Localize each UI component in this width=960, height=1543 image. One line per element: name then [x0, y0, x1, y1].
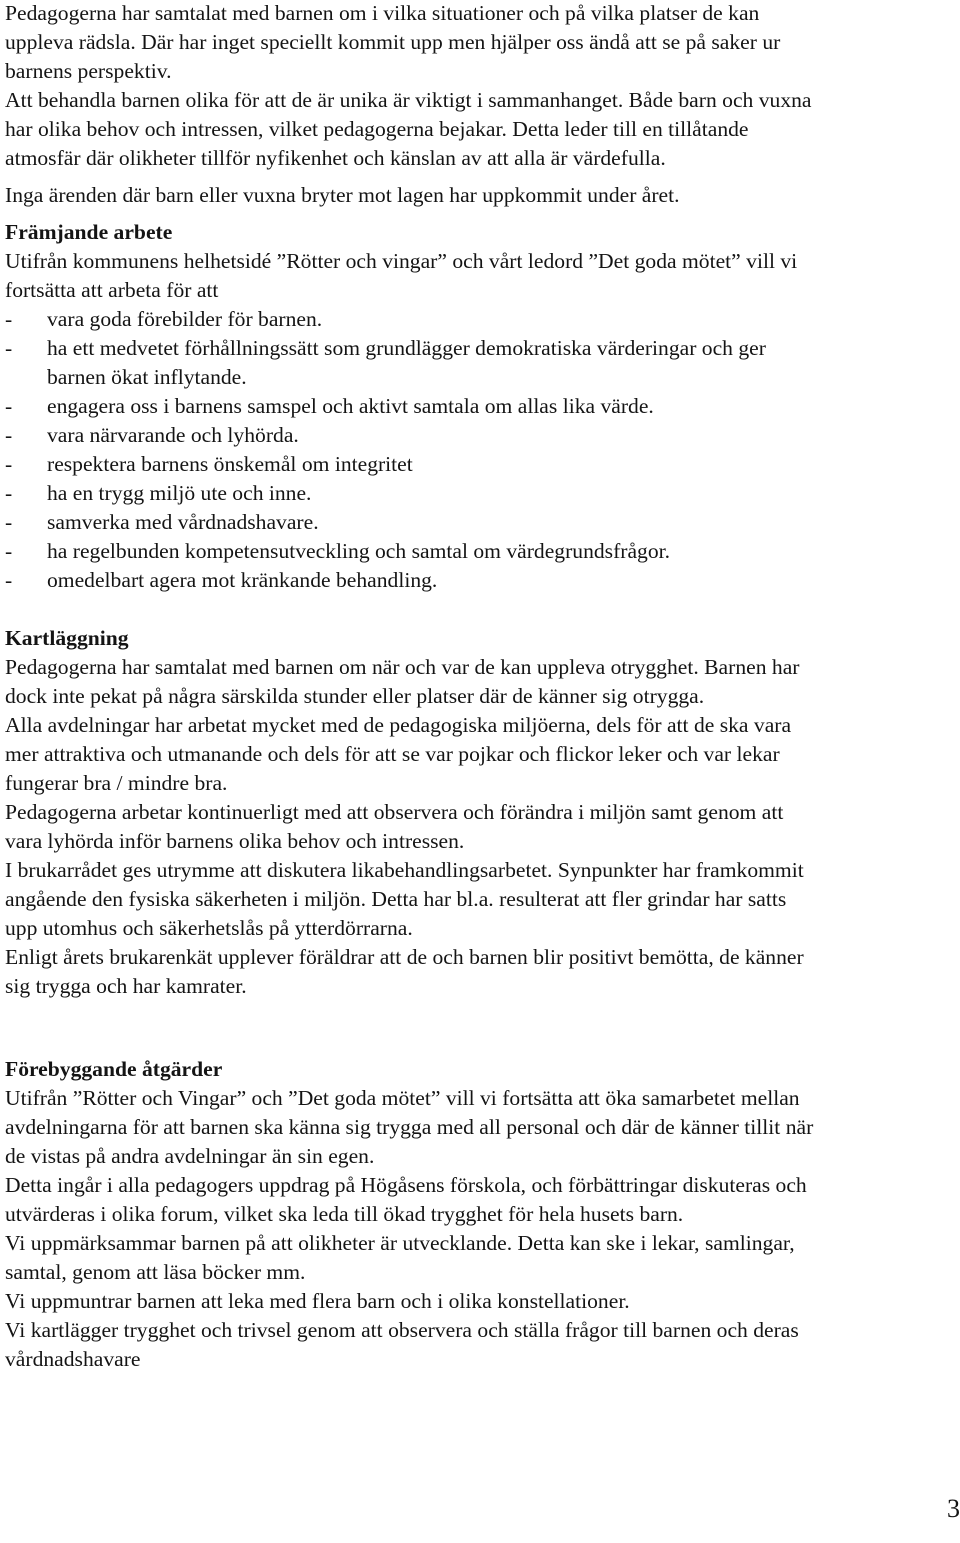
framjande-list — [5, 305, 950, 595]
kartlaggning-paragraph: Pedagogerna arbetar kontinuerligt med att observera och förändra i miljön samt genom att vara lyhörda inför barnens olika behov och intressen. — [5, 800, 784, 853]
list-item — [5, 450, 950, 479]
dash-bullet: - — [5, 568, 13, 592]
list-item — [5, 392, 950, 421]
forebyggande-paragraph: Vi kartlägger trygghet och trivsel genom att observera och ställa frågor till barnen och deras vårdnadshavare — [5, 1318, 799, 1371]
forebyggande-paragraph: Vi uppmuntrar barnen att leka med flera barn och i olika konstellationer. — [5, 1289, 630, 1313]
list-item-text: ha ett medvetet förhållningssätt som grundlägger demokratiska värderingar och ger barnen ökat inflytande. — [47, 336, 766, 389]
list-item-text: ha regelbunden kompetensutveckling och samtal om värdegrundsfrågor. — [47, 539, 671, 563]
dash-bullet: - — [5, 481, 13, 505]
framjande-intro: Utifrån kommunens helhetsidé ”Rötter och vingar” och vårt ledord ”Det goda mötet” vill vi fortsätta att arbeta för att — [5, 249, 798, 302]
list-item-text: vara närvarande och lyhörda. — [47, 423, 299, 447]
framjande-heading: Främjande arbete — [5, 220, 173, 244]
framjande-section — [5, 218, 950, 595]
kartlaggning-heading: Kartläggning — [5, 626, 129, 650]
list-item — [5, 566, 950, 595]
intro-paragraph-3: Inga ärenden där barn eller vuxna bryter mot lagen har uppkommit under året. — [5, 183, 680, 207]
dash-bullet: - — [5, 307, 13, 331]
kartlaggning-paragraph: I brukarrådet ges utrymme att diskutera likabehandlingsarbetet. Synpunkter har framkommit angående den fysiska säkerheten i miljön. Detta har bl.a. resulterat att fler grindar har satts upp utomhus och säkerhetslås på ytterdörrarna. — [5, 858, 804, 940]
list-item-text: samverka med vårdnadshavare. — [47, 510, 319, 534]
list-item-text: omedelbart agera mot kränkande behandling. — [47, 568, 438, 592]
page-number: 3 — [947, 1494, 960, 1523]
list-item — [5, 479, 950, 508]
kartlaggning-paragraph: Alla avdelningar har arbetat mycket med de pedagogiska miljöerna, dels för att de ska vara mer attraktiva och utmanande och dels för att se var pojkar och flickor leker och var lekar fungerar bra / mindre bra. — [5, 713, 792, 795]
list-item-text: engagera oss i barnens samspel och aktivt samtala om allas lika värde. — [47, 394, 654, 418]
spacer — [5, 210, 950, 218]
dash-bullet: - — [5, 423, 13, 447]
forebyggande-section — [5, 1055, 950, 1374]
dash-bullet: - — [5, 510, 13, 534]
dash-bullet: - — [5, 394, 13, 418]
list-item — [5, 508, 950, 537]
list-item — [5, 334, 950, 392]
spacer — [5, 173, 950, 181]
kartlaggning-paragraph: Enligt årets brukarenkät upplever föräldrar att de och barnen blir positivt bemötta, de känner sig trygga och har kamrater. — [5, 945, 804, 998]
forebyggande-paragraph: Detta ingår i alla pedagogers uppdrag på Högåsens förskola, och förbättringar diskuteras och utvärderas i olika forum, vilket ska leda till ökad trygghet för hela husets barn. — [5, 1173, 807, 1226]
list-item — [5, 421, 950, 450]
intro-paragraph-2: Att behandla barnen olika för att de är unika är viktigt i sammanhanget. Både barn och vuxna har olika behov och intressen, vilket pedagogerna bejakar. Detta leder till en tillåtande atmosfär där olikheter tillför nyfikenhet och känslan av att alla är värdefulla. — [5, 88, 812, 170]
intro-paragraph-1: Pedagogerna har samtalat med barnen om i vilka situationer och på vilka platser de kan uppleva rädsla. Där har inget speciellt kommit upp men hjälper oss ändå att se på saker ur barnens perspektiv. — [5, 1, 781, 83]
dash-bullet: - — [5, 539, 13, 563]
list-item-text: ha en trygg miljö ute och inne. — [47, 481, 312, 505]
dash-bullet: - — [5, 452, 13, 476]
forebyggande-heading: Förebyggande åtgärder — [5, 1057, 223, 1081]
list-item — [5, 305, 950, 334]
spacer — [5, 595, 950, 624]
dash-bullet: - — [5, 336, 13, 360]
forebyggande-paragraph: Utifrån ”Rötter och Vingar” och ”Det goda mötet” vill vi fortsätta att öka samarbetet mellan avdelningarna för att barnen ska känna sig trygga med all personal och där de känner tillit när de vistas på andra avdelningar än sin egen. — [5, 1086, 814, 1168]
forebyggande-paragraph: Vi uppmärksammar barnen på att olikheter är utvecklande. Detta kan ske i lekar, samlingar, samtal, genom att läsa böcker mm. — [5, 1231, 795, 1284]
list-item-text: vara goda förebilder för barnen. — [47, 307, 323, 331]
kartlaggning-section — [5, 624, 950, 1001]
list-item — [5, 537, 950, 566]
document-page — [5, 0, 950, 1374]
spacer — [5, 1001, 950, 1055]
list-item-text: respektera barnens önskemål om integritet — [47, 452, 413, 476]
kartlaggning-paragraph: Pedagogerna har samtalat med barnen om när och var de kan uppleva otrygghet. Barnen har dock inte pekat på några särskilda stunder eller platser där de känner sig otrygga. — [5, 655, 800, 708]
